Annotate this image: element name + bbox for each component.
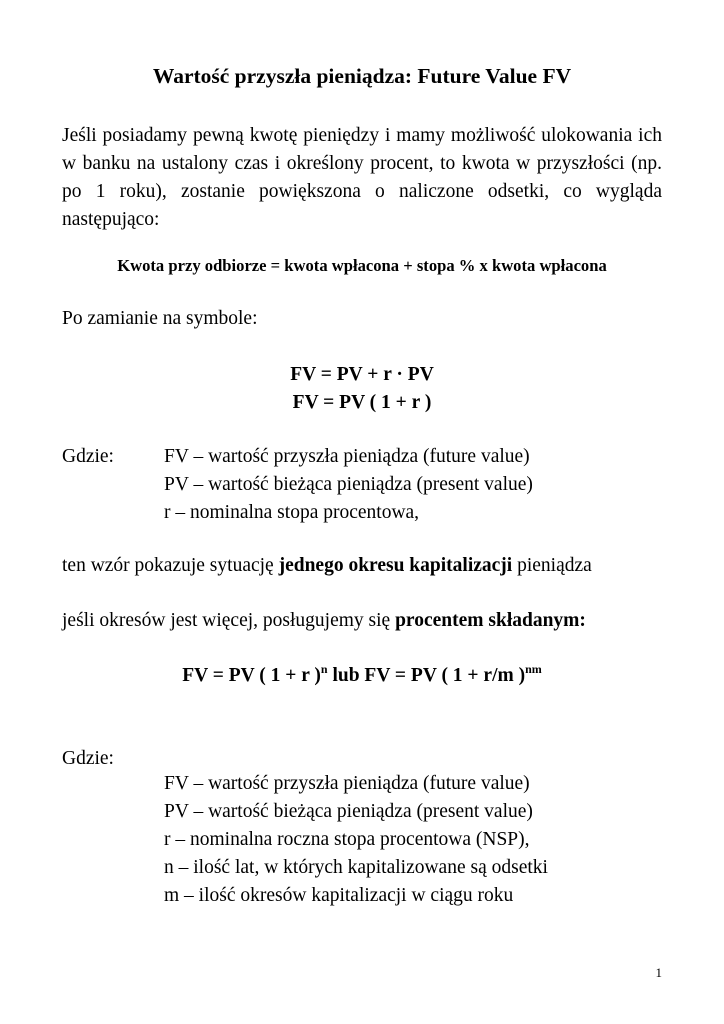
document-page — [62, 0, 662, 1024]
symbols-intro: Po zamianie na symbole: — [62, 308, 258, 329]
formula-compound-part1: FV = PV ( 1 + r ) — [182, 665, 321, 686]
single-period-bold: jednego okresu kapitalizacji — [278, 555, 513, 576]
definition-item: PV – wartość bieżąca pieniądza (present value) — [164, 474, 533, 495]
definitions-list-1 — [164, 443, 533, 527]
formula-compound-exp-nm: nm — [525, 662, 542, 676]
definition-item: r – nominalna stopa procentowa, — [164, 502, 420, 523]
multi-period-bold: procentem składanym: — [395, 610, 586, 631]
single-period-text: ten wzór pokazuje sytuację — [62, 555, 279, 576]
formula-fv-sum: FV = PV + r · PV — [290, 364, 434, 385]
definitions-label-2: Gdzie: — [62, 748, 114, 769]
single-period-tail: pieniądza — [512, 555, 592, 576]
definition-item: FV – wartość przyszła pieniądza (future value) — [164, 446, 530, 467]
definition-item: FV – wartość przyszła pieniądza (future value) — [164, 773, 530, 794]
word-formula: Kwota przy odbiorze = kwota wpłacona + stopa % x kwota wpłacona — [117, 256, 607, 275]
multi-period-text: jeśli okresów jest więcej, posługujemy się — [62, 610, 396, 631]
definition-item: r – nominalna roczna stopa procentowa (NSP), — [164, 829, 530, 850]
page-number: 1 — [655, 965, 662, 980]
page-title: Wartość przyszła pieniądza: Future Value FV — [152, 64, 572, 88]
formula-compound-exp-n: n — [320, 662, 328, 676]
definition-item: n – ilość lat, w których kapitalizowane są odsetki — [164, 857, 548, 878]
formula-compound-middle: lub FV = PV ( 1 + r/m ) — [327, 665, 526, 686]
intro-paragraph: Jeśli posiadamy pewną kwotę pieniędzy i mamy możliwość ulokowania ich w banku na ustalony czas i określony procent, to kwota w przyszłości (np. po 1 roku), zostanie powiększona o naliczone odsetki, co wygląda następująco: — [62, 125, 662, 230]
single-period-note — [62, 552, 592, 580]
formula-compound — [62, 662, 662, 690]
definition-item: m – ilość okresów kapitalizacji w ciągu roku — [164, 885, 514, 906]
definition-item: PV – wartość bieżąca pieniądza (present value) — [164, 801, 533, 822]
formula-fv-factored: FV = PV ( 1 + r ) — [292, 392, 432, 413]
definitions-list-2 — [164, 770, 548, 910]
definitions-label-1: Gdzie: — [62, 446, 114, 467]
multi-period-note — [62, 607, 586, 635]
